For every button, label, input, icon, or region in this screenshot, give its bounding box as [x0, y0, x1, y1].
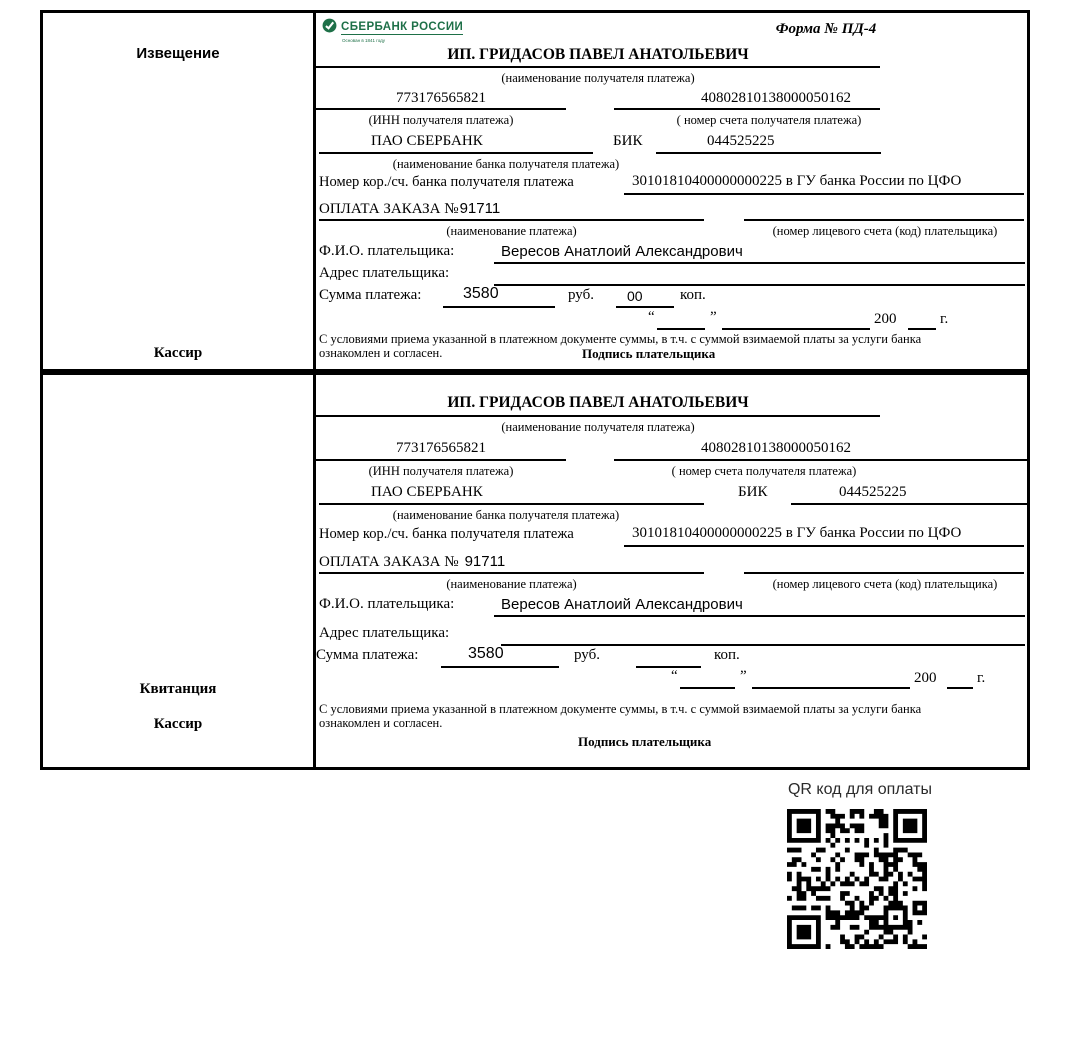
payer-underline: [494, 615, 1025, 617]
qr-code: [787, 809, 927, 949]
sberbank-logo-tagline: Основан в 1841 году: [342, 38, 386, 43]
account-underline: [614, 108, 880, 110]
payment-purpose-underline: [319, 572, 704, 574]
signature-label: Подпись плательщика: [578, 734, 712, 749]
corr-account-label: Номер кор./сч. банка получателя платежа: [319, 526, 574, 542]
form-number: Форма № ПД-4: [775, 21, 877, 37]
payer-label: Ф.И.О. плательщика:: [319, 596, 455, 612]
year-prefix: 200: [914, 670, 937, 686]
sberbank-logo-text: СБЕРБАНК РОССИИ: [341, 21, 464, 33]
personal-account-underline: [744, 219, 1024, 221]
date-quote-open: “: [648, 309, 655, 325]
order-number: 91711: [464, 553, 506, 570]
signature-label: Подпись плательщика: [582, 346, 716, 361]
amount-rub-underline: [441, 666, 559, 668]
bik-value: 044525225: [707, 133, 775, 149]
inn-label: (ИНН получателя платежа): [368, 113, 514, 127]
bank-name-value: ПАО СБЕРБАНК: [371, 133, 483, 149]
year-underline: [908, 328, 936, 330]
personal-account-label: (номер лицевого счета (код) плательщика): [772, 577, 998, 591]
corr-account-label: Номер кор./сч. банка получателя платежа: [319, 174, 574, 190]
receipt-panel: [316, 375, 1027, 767]
agreement-line2: ознакомлен и согласен.: [319, 346, 443, 360]
receipt-cashier-label: Кассир: [153, 716, 203, 732]
sberbank-logo: [322, 18, 463, 43]
year-underline: [947, 687, 973, 689]
order-prefix: ОПЛАТА ЗАКАЗА №: [319, 554, 459, 570]
year-prefix: 200: [874, 311, 897, 327]
kop-label: коп.: [680, 287, 706, 303]
receipt-title: Квитанция: [139, 681, 217, 697]
account-value: 40802810138000050162: [701, 90, 851, 106]
amount-kop-underline: [616, 306, 674, 308]
account-value: 40802810138000050162: [701, 440, 851, 456]
amount-rub-underline: [443, 306, 555, 308]
amount-kop-underline: [636, 666, 701, 668]
corr-account-underline: [624, 545, 1024, 547]
account-label: ( номер счета получателя платежа): [671, 464, 857, 478]
receipt-section: [40, 372, 1030, 770]
receipt-left-column: [43, 375, 316, 767]
bik-label: БИК: [613, 133, 643, 149]
bank-name-underline: [319, 152, 593, 154]
sberbank-emblem-icon: [322, 18, 337, 38]
payment-purpose: [319, 200, 500, 218]
payer-value: Вересов Анатлоий Александрович: [501, 596, 743, 613]
agreement-line2: ознакомлен и согласен.: [319, 716, 443, 730]
corr-account-value: 30101810400000000225 в ГУ банка России по ЦФО: [632, 525, 962, 541]
bank-name-underline: [319, 503, 704, 505]
notice-left-column: [43, 13, 316, 369]
payment-purpose-underline: [319, 219, 704, 221]
payer-value: Вересов Анатлоий Александрович: [501, 243, 743, 260]
address-underline: [494, 284, 1025, 286]
date-quote-close: ”: [710, 309, 717, 325]
recipient-label: (наименование получателя платежа): [501, 71, 695, 85]
address-label: Адрес плательщика:: [319, 625, 450, 641]
amount-rub-value: 3580: [468, 645, 504, 662]
account-underline: [614, 459, 1027, 461]
notice-cashier-label: Кассир: [153, 345, 203, 361]
recipient-label: (наименование получателя платежа): [501, 420, 695, 434]
inn-underline: [316, 459, 566, 461]
date-quote-open: “: [671, 668, 678, 684]
agreement-line1: С условиями приема указанной в платежном документе суммы, в т.ч. с суммой взимаемой платы за услуги банка: [319, 332, 922, 346]
date-month-underline: [722, 328, 870, 330]
payment-name-label: (наименование платежа): [446, 224, 577, 238]
bik-label: БИК: [738, 484, 768, 500]
inn-value: 773176565821: [396, 440, 486, 456]
year-suffix: г.: [940, 311, 949, 327]
corr-account-value: 30101810400000000225 в ГУ банка России по ЦФО: [632, 173, 962, 189]
personal-account-underline: [744, 572, 1024, 574]
inn-underline: [316, 108, 566, 110]
amount-label: Сумма платежа:: [319, 287, 422, 303]
payer-underline: [494, 262, 1025, 264]
inn-label: (ИНН получателя платежа): [368, 464, 514, 478]
qr-caption: QR код для оплаты: [787, 781, 932, 798]
bank-name-label: (наименование банка получателя платежа): [392, 508, 620, 522]
kop-label: коп.: [714, 647, 740, 663]
notice-section: [40, 10, 1030, 372]
date-day-underline: [680, 687, 735, 689]
recipient-name: ИП. ГРИДАСОВ ПАВЕЛ АНАТОЛЬЕВИЧ: [447, 394, 749, 411]
recipient-name: ИП. ГРИДАСОВ ПАВЕЛ АНАТОЛЬЕВИЧ: [447, 46, 749, 63]
rub-label: руб.: [568, 287, 594, 303]
amount-kop-value: 00: [627, 288, 643, 304]
personal-account-label: (номер лицевого счета (код) плательщика): [772, 224, 998, 238]
agreement-line1: С условиями приема указанной в платежном документе суммы, в т.ч. с суммой взимаемой платы за услуги банка: [319, 702, 922, 716]
amount-label: Сумма платежа:: [316, 647, 419, 663]
order-number: 91711: [459, 200, 501, 217]
date-day-underline: [657, 328, 705, 330]
account-label: ( номер счета получателя платежа): [676, 113, 862, 127]
bik-value: 044525225: [839, 484, 907, 500]
date-month-underline: [752, 687, 910, 689]
order-prefix: ОПЛАТА ЗАКАЗА №: [319, 201, 459, 217]
payment-name-label: (наименование платежа): [446, 577, 577, 591]
recipient-underline: [316, 66, 880, 68]
year-suffix: г.: [977, 670, 986, 686]
bank-name-value: ПАО СБЕРБАНК: [371, 484, 483, 500]
address-label: Адрес плательщика:: [319, 265, 450, 281]
bik-underline: [656, 152, 881, 154]
payer-label: Ф.И.О. плательщика:: [319, 243, 455, 259]
payment-purpose: [319, 553, 505, 571]
corr-account-underline: [624, 193, 1024, 195]
date-quote-close: ”: [740, 668, 747, 684]
notice-title: Извещение: [136, 45, 220, 62]
bank-name-label: (наименование банка получателя платежа): [392, 157, 620, 171]
rub-label: руб.: [574, 647, 600, 663]
recipient-underline: [316, 415, 880, 417]
address-underline: [501, 644, 1025, 646]
amount-rub-value: 3580: [463, 285, 499, 302]
inn-value: 773176565821: [396, 90, 486, 106]
bik-underline: [791, 503, 1027, 505]
notice-panel: [316, 13, 1027, 369]
